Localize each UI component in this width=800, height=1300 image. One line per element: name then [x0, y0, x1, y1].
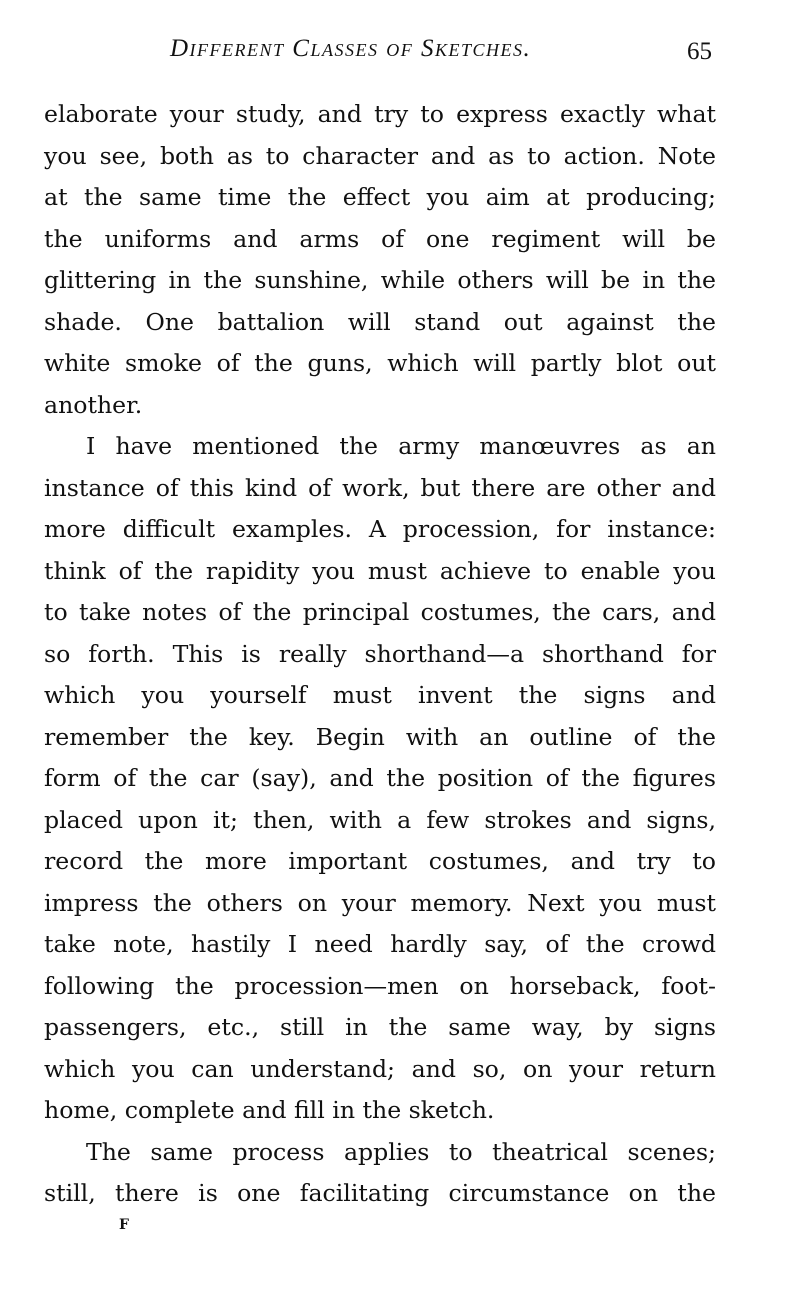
text-line: form of the car (say), and the position of the figures — [44, 764, 716, 792]
text-line: instance of this kind of work, but there are other and — [44, 473, 716, 502]
paragraph-first-line: I have mentioned the army manœuvres as an — [86, 432, 716, 460]
text-line: passengers, etc., still in the same way, by signs — [44, 1013, 716, 1041]
text-line: another. — [44, 390, 143, 419]
signature-mark: F — [119, 1217, 129, 1233]
page-number: 65 — [687, 38, 712, 65]
text-line: remember the key. Begin with an outline of the — [44, 722, 716, 751]
text-line: think of the rapidity you must achieve to enable you — [44, 556, 716, 585]
text-line: at the same time the effect you aim at producing; — [44, 183, 716, 211]
text-line: placed upon it; then, with a few strokes and signs, — [44, 805, 716, 834]
text-line: following the procession—men on horseback, foot- — [44, 971, 716, 1000]
text-line: to take notes of the principal costumes, the cars, and — [44, 598, 716, 626]
text-line: elaborate your study, and try to express exactly what — [44, 100, 716, 128]
text-line: still, there is one facilitating circumstance on the — [44, 1179, 716, 1207]
text-line: so forth. This is really shorthand—a shorthand for — [44, 639, 716, 668]
text-line: more difficult examples. A procession, for instance: — [44, 515, 716, 543]
text-line: the uniforms and arms of one regiment will be — [44, 224, 716, 253]
text-line: shade. One battalion will stand out against the — [44, 307, 716, 336]
text-line: take note, hastily I need hardly say, of the crowd — [44, 930, 716, 958]
text-line: record the more important costumes, and try to — [44, 847, 716, 875]
text-line: white smoke of the guns, which will partly blot out — [44, 349, 716, 377]
text-line: which you can understand; and so, on your return — [44, 1054, 716, 1083]
text-line: home, complete and fill in the sketch. — [44, 1096, 495, 1124]
body-text — [44, 94, 716, 1215]
text-line: which you yourself must invent the signs and — [44, 681, 716, 709]
paragraph-first-line: The same process applies to theatrical scenes; — [86, 1137, 716, 1166]
running-title: Different Classes of Sketches. — [170, 35, 532, 62]
text-line: glittering in the sunshine, while others will be in the — [44, 266, 716, 294]
text-line: you see, both as to character and as to action. Note — [44, 141, 716, 170]
text-line: impress the others on your memory. Next you must — [44, 888, 716, 917]
running-head — [170, 35, 730, 75]
